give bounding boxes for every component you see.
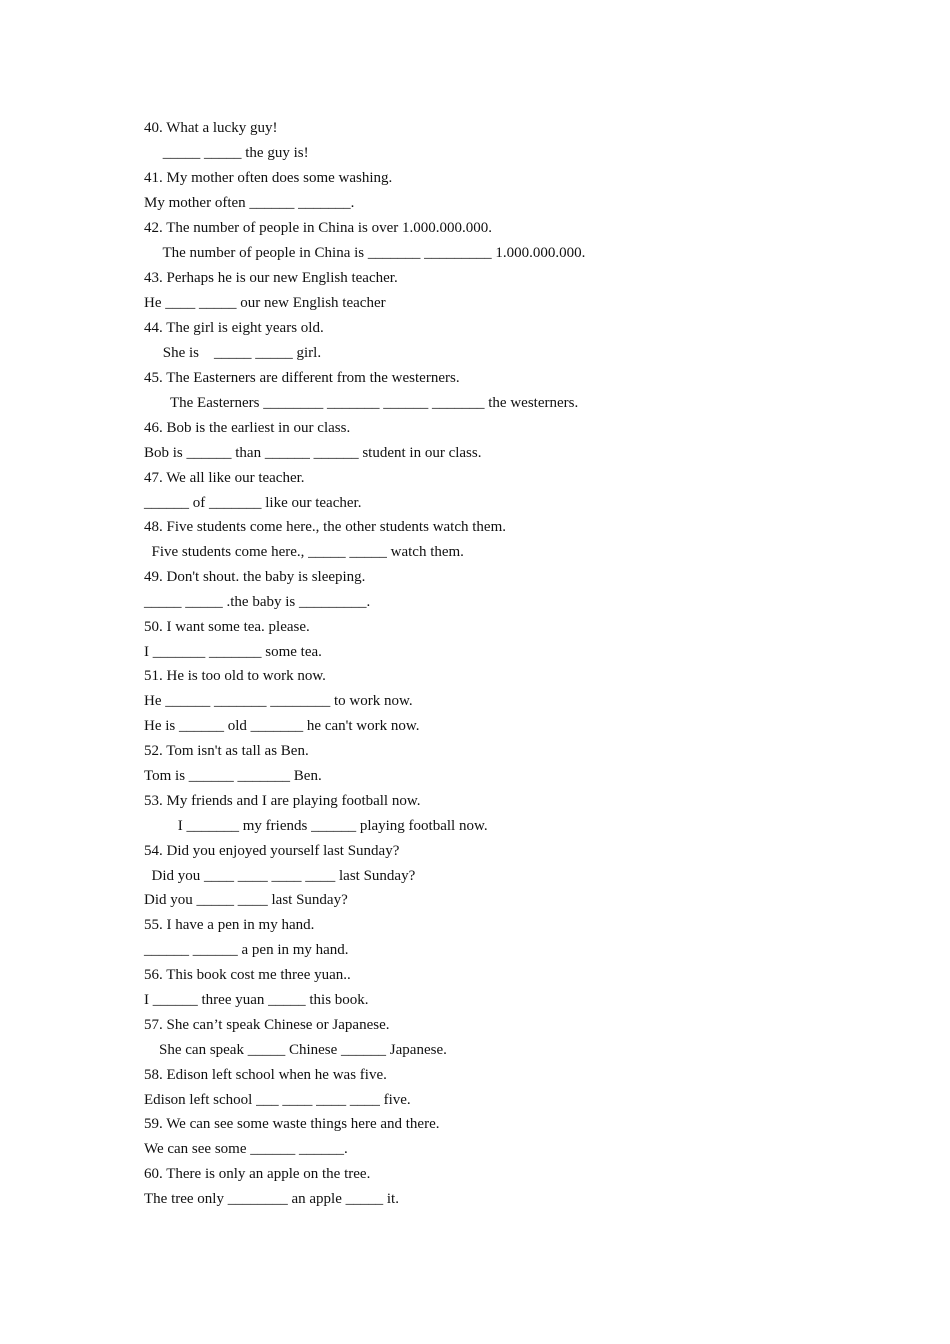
text-line: 59. We can see some waste things here and there.	[144, 1116, 440, 1132]
text-line: 47. We all like our teacher.	[144, 470, 305, 486]
text-line: 52. Tom isn't as tall as Ben.	[144, 743, 309, 759]
text-line: 60. There is only an apple on the tree.	[144, 1166, 371, 1182]
text-line: Edison left school ___ ____ ____ ____ five.	[144, 1092, 411, 1108]
text-line: She can speak _____ Chinese ______ Japanese.	[144, 1042, 447, 1058]
text-line: 51. He is too old to work now.	[144, 668, 326, 684]
text-line: Bob is ______ than ______ ______ student in our class.	[144, 445, 482, 461]
text-line: 50. I want some tea. please.	[144, 619, 310, 635]
text-line: _____ _____ the guy is!	[144, 145, 309, 161]
text-line: 58. Edison left school when he was five.	[144, 1067, 387, 1083]
text-line: ______ ______ a pen in my hand.	[144, 942, 349, 958]
text-line: 49. Don't shout. the baby is sleeping.	[144, 569, 366, 585]
text-line: 42. The number of people in China is over 1.000.000.000.	[144, 220, 493, 236]
text-line: 41. My mother often does some washing.	[144, 170, 393, 186]
text-line: 40. What a lucky guy!	[144, 120, 278, 136]
text-line: I ______ three yuan _____ this book.	[144, 992, 369, 1008]
text-line: 48. Five students come here., the other students watch them.	[144, 519, 506, 535]
text-line: She is _____ _____ girl.	[144, 345, 322, 361]
text-line: My mother often ______ _______.	[144, 195, 355, 211]
text-line: Tom is ______ _______ Ben.	[144, 768, 322, 784]
text-line: He ______ _______ ________ to work now.	[144, 693, 413, 709]
text-line: The tree only ________ an apple _____ it.	[144, 1191, 399, 1207]
text-line: 53. My friends and I are playing football now.	[144, 793, 421, 809]
text-line: The number of people in China is _______ _________ 1.000.000.000.	[144, 245, 586, 261]
text-line: 54. Did you enjoyed yourself last Sunday?	[144, 843, 400, 859]
text-line: 45. The Easterners are different from the westerners.	[144, 370, 460, 386]
text-line: Did you _____ ____ last Sunday?	[144, 892, 348, 908]
text-line: 44. The girl is eight years old.	[144, 320, 324, 336]
text-line: 57. She can’t speak Chinese or Japanese.	[144, 1017, 390, 1033]
text-line: I _______ my friends ______ playing football now.	[144, 818, 488, 834]
text-line: He ____ _____ our new English teacher	[144, 295, 386, 311]
text-line: Five students come here., _____ _____ watch them.	[144, 544, 464, 560]
text-line: We can see some ______ ______.	[144, 1141, 348, 1157]
text-line: 46. Bob is the earliest in our class.	[144, 420, 351, 436]
text-line: I _______ _______ some tea.	[144, 644, 322, 660]
text-line: 43. Perhaps he is our new English teacher.	[144, 270, 398, 286]
text-line: 55. I have a pen in my hand.	[144, 917, 315, 933]
text-line: He is ______ old _______ he can't work now.	[144, 718, 420, 734]
text-line: The Easterners ________ _______ ______ _______ the westerners.	[144, 395, 579, 411]
text-line: Did you ____ ____ ____ ____ last Sunday?	[144, 868, 416, 884]
text-line: _____ _____ .the baby is _________.	[144, 594, 371, 610]
text-line: 56. This book cost me three yuan..	[144, 967, 351, 983]
text-line: ______ of _______ like our teacher.	[144, 495, 362, 511]
